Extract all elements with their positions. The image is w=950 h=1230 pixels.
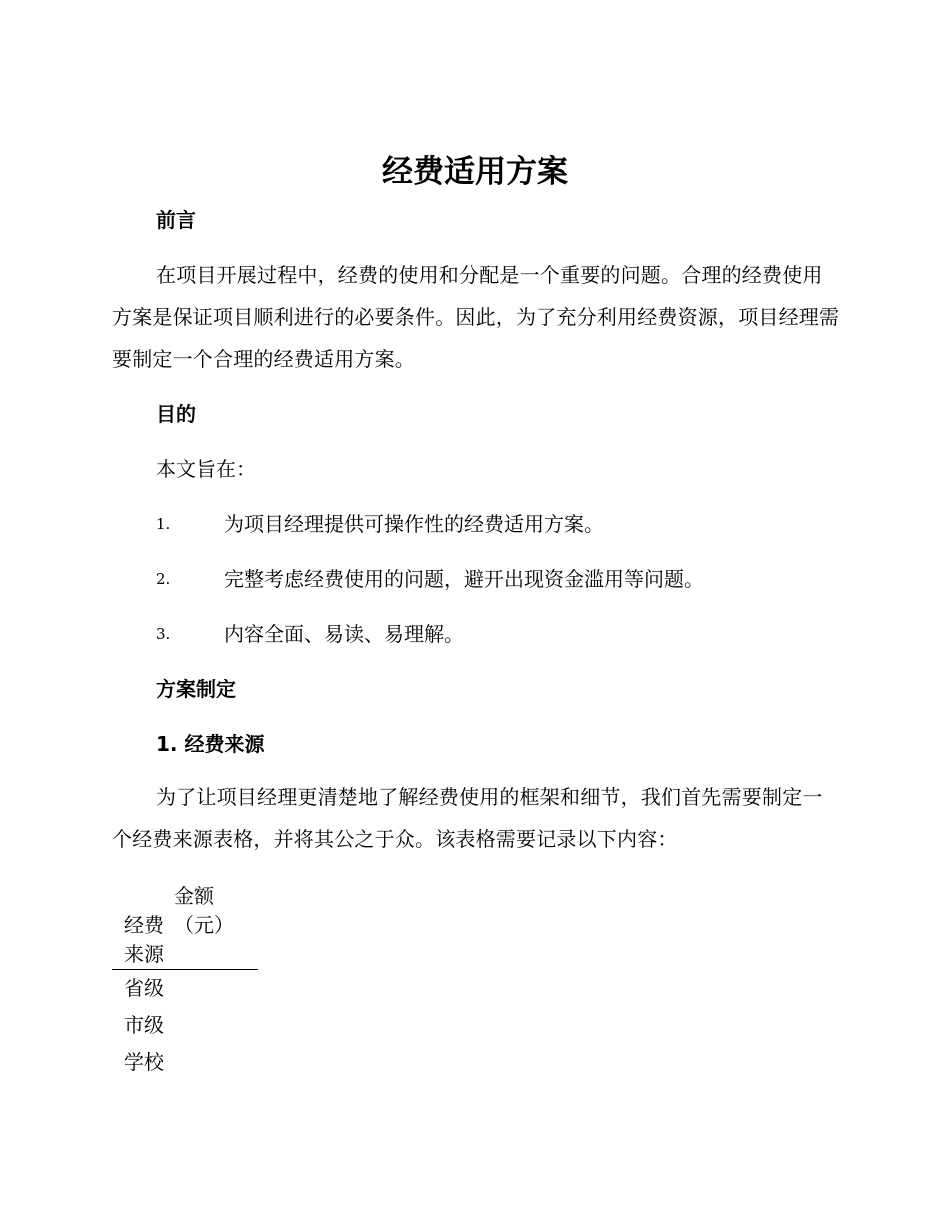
- table-row: 学校: [124, 1050, 164, 1074]
- plan-paragraph: 为了让项目经理更清楚地了解经费使用的框架和细节，我们首先需要制定一个经费来源表格，并将其公之于众。该表格需要记录以下内容：: [112, 785, 823, 851]
- purpose-list-item: [156, 510, 604, 538]
- plan-subheading: 1. 经费来源: [156, 732, 265, 756]
- list-item-number: 1.: [156, 515, 171, 533]
- purpose-intro: 本文旨在：: [156, 457, 256, 481]
- list-item-text: 完整考虑经费使用的问题，避开出现资金滥用等问题。: [224, 567, 704, 591]
- preface-paragraph: 在项目开展过程中，经费的使用和分配是一个重要的问题。合理的经费使用方案是保证项目顺利进行的必要条件。因此，为了充分利用经费资源，项目经理需要制定一个合理的经费适用方案。: [112, 263, 840, 371]
- purpose-list-item: [156, 565, 704, 593]
- document-title: 经费适用方案: [382, 154, 568, 190]
- list-item-text: 内容全面、易读、易理解。: [224, 622, 464, 646]
- purpose-heading: 目的: [156, 402, 196, 426]
- list-item-number: 3.: [156, 625, 171, 643]
- plan-heading: 方案制定: [156, 677, 236, 701]
- header-funding-source: 经费来源: [124, 913, 164, 966]
- purpose-list-item: [156, 620, 464, 648]
- table-header-row: [112, 882, 258, 970]
- preface-heading: 前言: [156, 208, 196, 232]
- table-row: 省级: [124, 976, 164, 1000]
- header-amount: 金额（元）: [174, 884, 234, 937]
- list-item-text: 为项目经理提供可操作性的经费适用方案。: [224, 512, 604, 536]
- list-item-number: 2.: [156, 570, 171, 588]
- table-row: 市级: [124, 1013, 164, 1037]
- funding-source-table: [112, 882, 258, 1081]
